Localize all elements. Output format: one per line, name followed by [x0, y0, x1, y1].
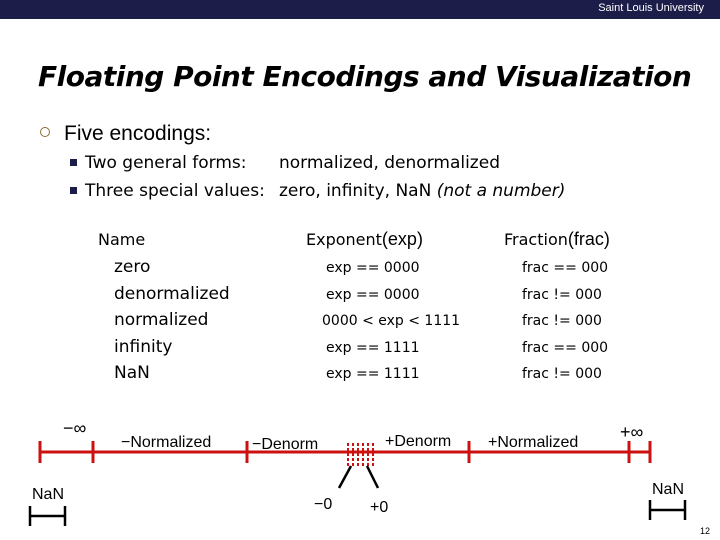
pos-normalized-label: +Normalized [488, 434, 579, 451]
row-name: normalized [114, 310, 209, 330]
sub-bullet-label: Two general forms: [85, 153, 247, 173]
neg-denorm-label: −Denorm [252, 436, 319, 453]
pos-zero-pointer [367, 466, 378, 488]
neg-zero-label: −0 [314, 496, 333, 513]
neg-normalized-label: −Normalized [121, 434, 212, 451]
exponent-header-text: Exponent [306, 230, 382, 249]
row-frac: frac != 000 [522, 287, 602, 303]
page-number: 12 [699, 526, 710, 536]
fraction-header-code: (frac) [567, 229, 610, 249]
row-exp: exp == 0000 [326, 287, 420, 303]
row-exp: exp == 1111 [326, 366, 420, 382]
special-values-text: zero, infinity, NaN [279, 181, 432, 201]
column-header-name: Name [98, 230, 146, 249]
slide-title: Floating Point Encodings and Visualization [38, 60, 692, 93]
main-bullet-text: Five encodings: [64, 122, 212, 145]
pos-zero-label: +0 [370, 499, 389, 516]
special-values-note: (not a number) [436, 181, 566, 201]
row-name: infinity [114, 337, 173, 357]
neg-zero-pointer [339, 466, 351, 488]
neg-infinity-label: −∞ [63, 418, 87, 438]
pos-denorm-label: +Denorm [385, 433, 452, 450]
university-name: Saint Louis University [598, 2, 704, 14]
row-name: zero [114, 257, 151, 277]
row-name: NaN [114, 363, 150, 383]
nan-right-label: NaN [652, 481, 685, 498]
sub-bullet-label: Three special values: [85, 181, 265, 201]
pos-infinity-label: +∞ [620, 422, 644, 442]
row-frac: frac != 000 [522, 366, 602, 382]
fraction-header-text: Fraction [504, 230, 568, 249]
row-exp: exp == 0000 [326, 260, 420, 276]
row-frac: frac != 000 [522, 313, 602, 329]
row-frac: frac == 000 [522, 340, 609, 356]
exponent-header-code: (exp) [381, 229, 423, 249]
row-frac: frac == 000 [522, 260, 609, 276]
row-exp: 0000 < exp < 1111 [322, 313, 461, 329]
sub-bullet-value: normalized, denormalized [279, 153, 500, 173]
row-name: denormalized [114, 284, 230, 304]
nan-left-label: NaN [32, 486, 65, 503]
row-exp: exp == 1111 [326, 340, 420, 356]
